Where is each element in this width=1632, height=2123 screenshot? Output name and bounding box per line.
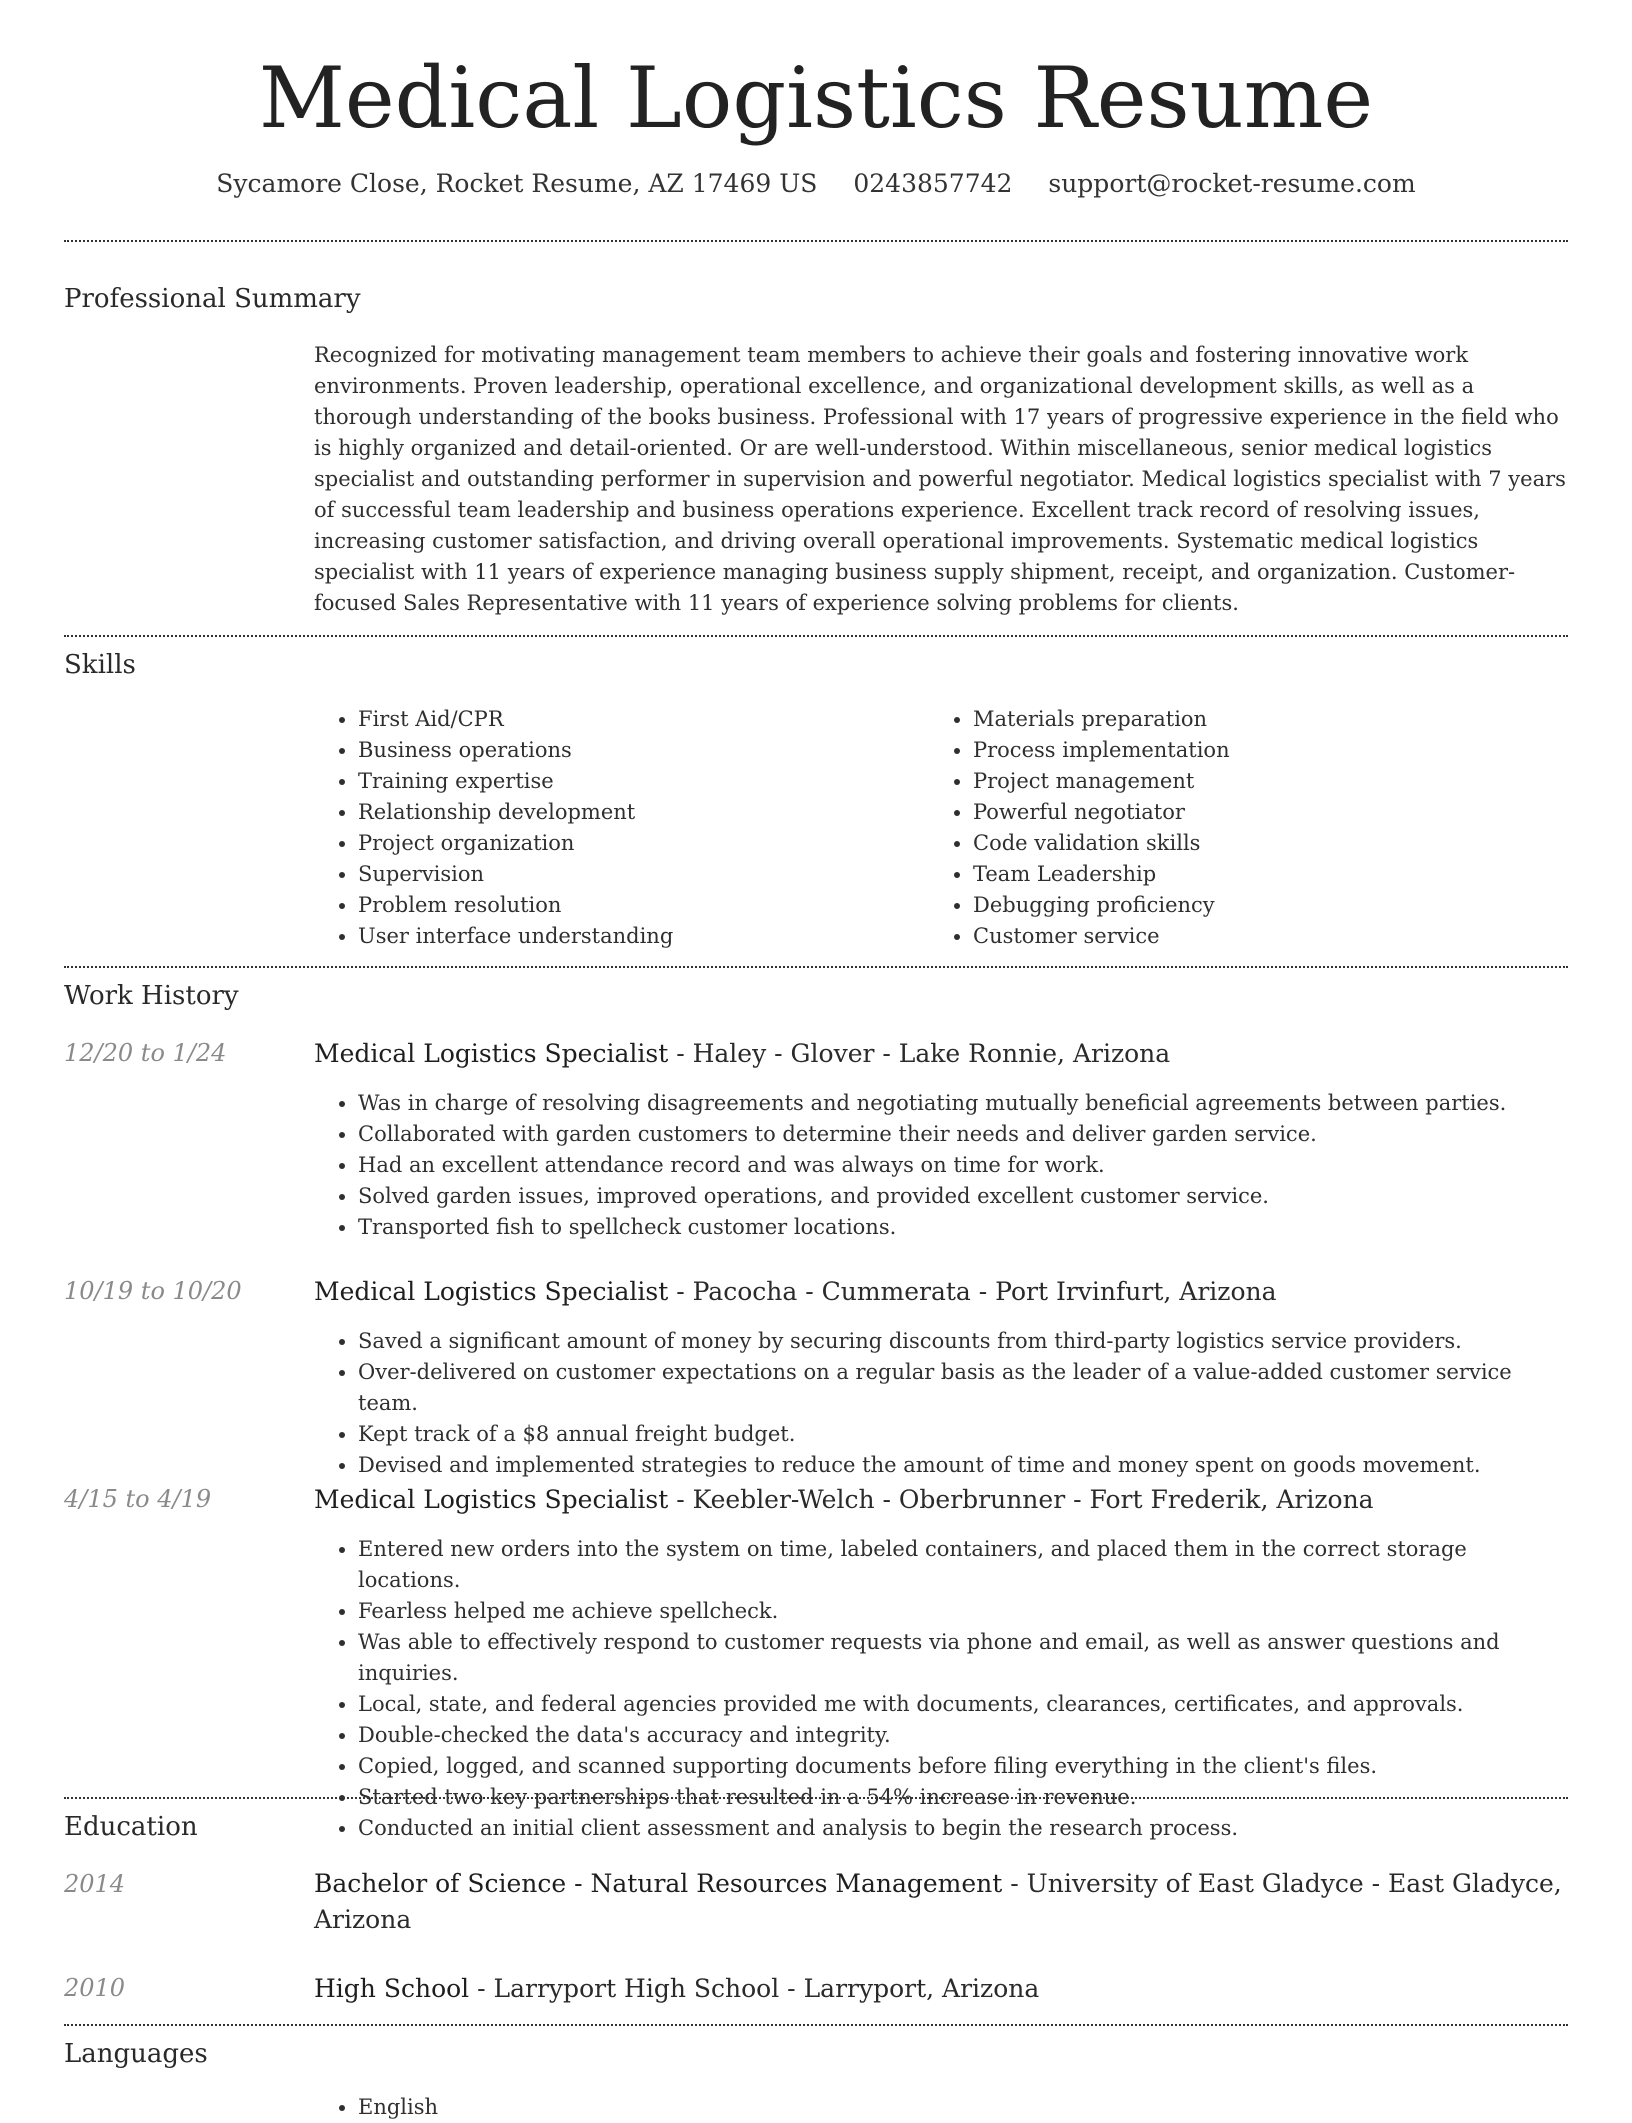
job-bullet: • Local, state, and federal agencies provided me with documents, clearances, certificates, and approvals. [358,1689,1568,1720]
summary-text: Recognized for motivating management team members to achieve their goals and fostering innovative work environments. Proven leadership, operational excellence, and organizational development skills, as well as a thorough understanding of the books business. Professional with 17 years of progressive experience in the field who is highly organized and detail-oriented. Or are well-understood. Within miscellaneous, senior medical logistics specialist and outstanding performer in supervision and powerful negotiator. Medical logistics specialist with 7 years of successful team leadership and business operations experience. Excellent track record of resolving issues, increasing customer satisfaction, and driving overall operational improvements. Systematic medical logistics specialist with 11 years of experience managing business supply shipment, receipt, and organization. Customer-focused Sales Representative with 11 years of experience solving problems for clients. [314,343,1566,615]
education-heading: Education [64,1812,198,1842]
skill-item: • Code validation skills [973,828,1529,859]
job-bullet: • Saved a significant amount of money by securing discounts from third-party logistics service providers. [358,1326,1568,1357]
job-bullets [314,1088,1568,1243]
education-school: - University of East Gladyce - East Gladyce, Arizona [314,1869,1562,1934]
job-title [314,1482,1568,1518]
job-employer: - Keebler-Welch - Oberbrunner - Fort Frederik, Arizona [668,1485,1374,1514]
work-history-heading: Work History [64,981,239,1011]
skills-heading: Skills [64,650,136,680]
education-entry [314,1971,1568,2007]
contact-address: Sycamore Close, Rocket Resume, AZ 17469 US [216,168,818,198]
languages-list [314,2092,1568,2123]
skill-item: • Process implementation [973,735,1529,766]
skill-item: • Relationship development [358,797,914,828]
job-bullet: • Collaborated with garden customers to determine their needs and deliver garden service. [358,1119,1568,1150]
languages-heading: Languages [64,2039,208,2069]
job-bullet: • Over-delivered on customer expectations on a regular basis as the leader of a value-added customer service team. [358,1357,1568,1419]
skill-item: • Powerful negotiator [973,797,1529,828]
contact-phone: 0243857742 [853,168,1013,198]
job-bullet: • Had an excellent attendance record and was always on time for work. [358,1150,1568,1181]
job-bullet: • Was in charge of resolving disagreements and negotiating mutually beneficial agreements between parties. [358,1088,1568,1119]
summary-heading: Professional Summary [64,284,361,314]
job-bullet: • Double-checked the data's accuracy and integrity. [358,1720,1568,1751]
job-title [314,1274,1568,1310]
skills-list-right [929,704,1529,952]
skill-item: • Problem resolution [358,890,914,921]
job-bullet: • Transported fish to spellcheck customer locations. [358,1212,1568,1243]
language-item: • English [358,2092,1568,2123]
education-degree: High School [314,1974,470,2003]
section-divider [64,240,1568,242]
skill-item: • Supervision [358,859,914,890]
job-bullet: • Was able to effectively respond to customer requests via phone and email, as well as answer questions and inquiries. [358,1627,1568,1689]
section-divider [64,2024,1568,2026]
job-bullet: • Started two key partnerships that resulted in a 54% increase in revenue. [358,1782,1568,1813]
skill-item: • User interface understanding [358,921,914,952]
section-divider [64,1797,1568,1799]
skill-item: • Project organization [358,828,914,859]
skill-item: • Materials preparation [973,704,1529,735]
section-divider [64,966,1568,968]
skill-item: • Debugging proficiency [973,890,1529,921]
job-title [314,1036,1568,1072]
job-bullets [314,1326,1568,1481]
job-employer: - Haley - Glover - Lake Ronnie, Arizona [668,1039,1171,1068]
job-role: Medical Logistics Specialist [314,1485,669,1514]
job-employer: - Pacocha - Cummerata - Port Irvinfurt, Arizona [668,1277,1277,1306]
skills-list-left [314,704,914,952]
resume-header [0,0,1632,198]
job-bullet: • Devised and implemented strategies to reduce the amount of time and money spent on goods movement. [358,1450,1568,1481]
skill-item: • Team Leadership [973,859,1529,890]
education-entry [314,1866,1568,1938]
education-date: 2010 [64,1974,126,2002]
contact-line [0,169,1632,198]
education-school: - Larryport High School - Larryport, Arizona [469,1974,1040,2003]
job-bullet: • Conducted an initial client assessment and analysis to begin the research process. [358,1813,1568,1844]
page-title: Medical Logistics Resume [258,49,1374,147]
education-degree: Bachelor of Science - Natural Resources Management [314,1869,1003,1898]
skill-item: • Project management [973,766,1529,797]
contact-email: support@rocket-resume.com [1048,168,1416,198]
education-date: 2014 [64,1870,126,1898]
job-bullet: • Kept track of a $8 annual freight budget. [358,1419,1568,1450]
job-bullet: • Solved garden issues, improved operations, and provided excellent customer service. [358,1181,1568,1212]
job-role: Medical Logistics Specialist [314,1277,669,1306]
job-role: Medical Logistics Specialist [314,1039,669,1068]
job-date: 10/19 to 10/20 [64,1277,242,1305]
skill-item: • First Aid/CPR [358,704,914,735]
skill-item: • Training expertise [358,766,914,797]
job-date: 4/15 to 4/19 [64,1485,212,1513]
job-bullet: • Fearless helped me achieve spellcheck. [358,1596,1568,1627]
skill-item: • Business operations [358,735,914,766]
section-divider [64,635,1568,637]
job-bullet: • Entered new orders into the system on time, labeled containers, and placed them in the correct storage locations. [358,1534,1568,1596]
job-date: 12/20 to 1/24 [64,1039,227,1067]
skill-item: • Customer service [973,921,1529,952]
job-bullet: • Copied, logged, and scanned supporting documents before filing everything in the client's files. [358,1751,1568,1782]
